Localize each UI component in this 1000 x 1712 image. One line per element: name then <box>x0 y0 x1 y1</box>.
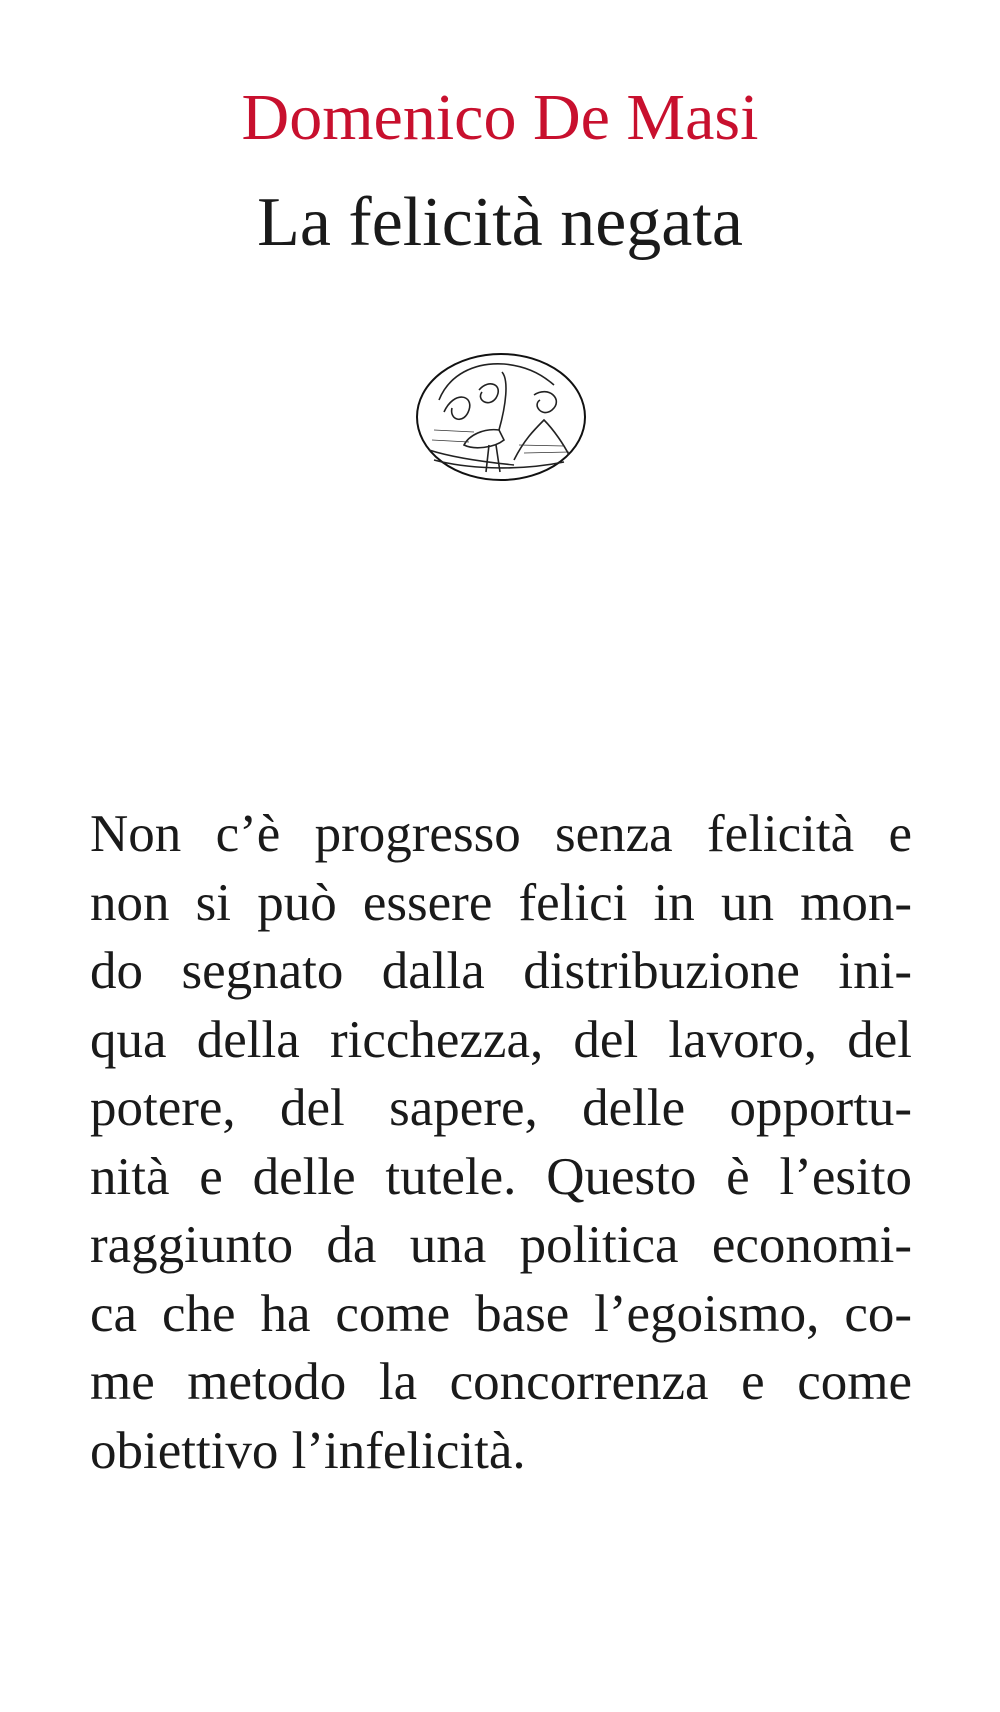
blurb-line: potere, del sapere, delle opportu- <box>90 1079 912 1137</box>
author-name: Domenico De Masi <box>241 81 759 154</box>
blurb-line: raggiunto da una politica economi- <box>90 1216 912 1274</box>
blurb-text <box>90 800 912 1485</box>
blurb-line: do segnato dalla distribuzione ini- <box>90 942 912 1000</box>
blurb-line: me metodo la concorrenza e come <box>90 1353 912 1411</box>
blurb-line: qua della ricchezza, del lavoro, del <box>90 1010 912 1069</box>
blurb-line: nità e delle tutele. Questo è l’esito <box>90 1147 912 1206</box>
blurb-line: Non c’è progresso senza felicità e <box>90 805 912 863</box>
blurb-line: ca che ha come base l’egoismo, co- <box>90 1284 912 1343</box>
blurb-line: non si può essere felici in un mon- <box>90 873 912 932</box>
blurb-line: obiettivo l’infelicità. <box>90 1421 526 1480</box>
ostrich-emblem-icon <box>414 350 588 484</box>
book-title: La felicità negata <box>257 184 743 261</box>
